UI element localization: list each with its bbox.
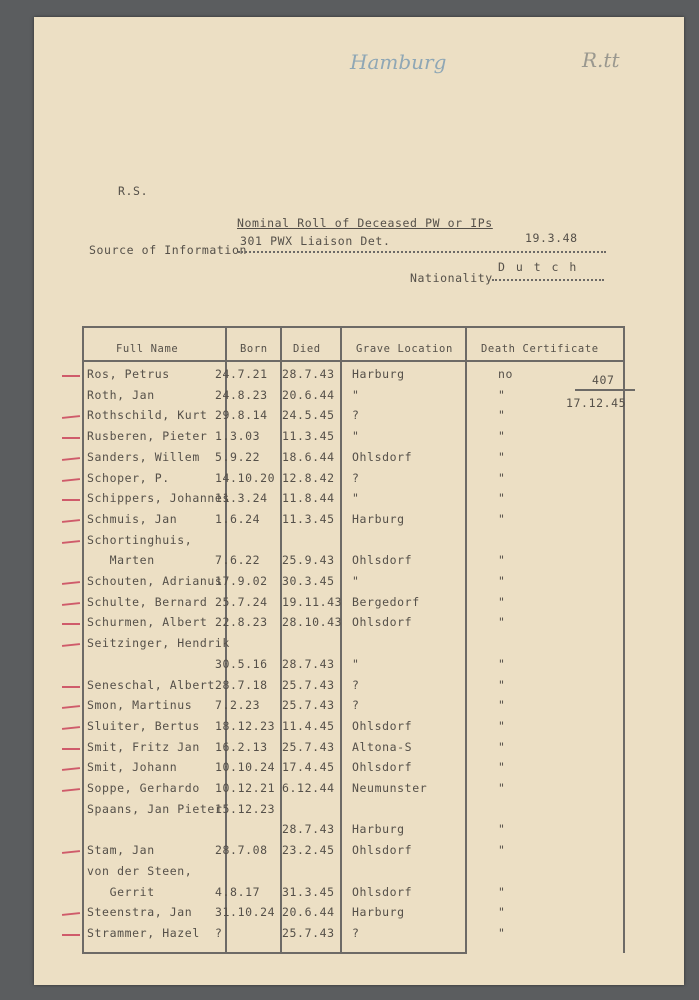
cell-full-name: Schmuis, Jan (87, 511, 178, 526)
cell-died: 23.2.45 (282, 843, 335, 858)
red-tick-mark (62, 437, 80, 439)
cell-full-name: Schippers, Johannes (87, 491, 230, 506)
cell-full-name: Marten (87, 553, 155, 568)
cell-full-name: Stam, Jan (87, 843, 155, 858)
cell-full-name: Seitzinger, Hendrik (87, 636, 230, 651)
cell-grave-location: Harburg (352, 511, 405, 526)
cell-death-certificate: " (498, 925, 506, 940)
handwritten-note-hamburg: Hamburg (350, 50, 447, 74)
cell-death-certificate: " (498, 677, 506, 692)
cell-grave-location: Ohlsdorf (352, 449, 413, 464)
cell-grave-location: " (352, 491, 360, 506)
cell-died: 11.8.44 (282, 491, 335, 506)
cell-death-certificate: " (498, 843, 506, 858)
cell-grave-location: Harburg (352, 822, 405, 837)
cell-grave-location: ? (352, 677, 360, 692)
cell-died: 20.6.44 (282, 387, 335, 402)
cell-born: 1.6.24 (215, 511, 261, 526)
cell-full-name: Steenstra, Jan (87, 905, 193, 920)
cell-grave-location: Neumunster (352, 781, 428, 795)
red-tick-mark (62, 748, 80, 750)
cell-born: 10.12.21 (215, 781, 276, 795)
table-bottom-border (82, 952, 467, 954)
cell-full-name: Spaans, Jan Pieter (87, 801, 223, 816)
cell-full-name: Schoper, P. (87, 470, 170, 485)
cell-grave-location: Ohlsdorf (352, 615, 413, 630)
cell-born: 5.9.22 (215, 449, 261, 464)
cell-died: 11.4.45 (282, 718, 335, 733)
cell-grave-location: Bergedorf (352, 594, 420, 609)
header-full-name: Full Name (116, 343, 179, 355)
cell-died: 28.7.43 (282, 367, 335, 381)
cell-death-certificate: " (498, 656, 506, 671)
cell-full-name: Strammer, Hazel (87, 925, 200, 940)
cell-grave-location: Harburg (352, 367, 405, 381)
cell-grave-location: Ohlsdorf (352, 760, 413, 775)
handwritten-cert-date: 17.12.45 (566, 396, 627, 410)
column-divider-cert (465, 326, 467, 953)
cell-born: 17.9.02 (215, 574, 268, 588)
cell-died: 31.3.45 (282, 884, 335, 899)
cell-death-certificate: " (498, 884, 506, 899)
cell-died: 12.8.42 (282, 470, 335, 485)
cell-born: 10.10.24 (215, 760, 276, 775)
cell-death-certificate: " (498, 553, 506, 568)
cell-full-name: Schortinghuis, (87, 532, 193, 547)
cell-died: 28.7.43 (282, 822, 335, 837)
cell-full-name: Schouten, Adrianus (87, 574, 223, 588)
cell-grave-location: ? (352, 698, 360, 713)
cell-grave-location: " (352, 387, 360, 402)
cell-born: 15.12.23 (215, 801, 276, 816)
cell-full-name: Rothschild, Kurt (87, 408, 208, 423)
cell-full-name: Smit, Fritz Jan (87, 739, 200, 754)
cell-grave-location: Harburg (352, 905, 405, 920)
cell-grave-location: Ohlsdorf (352, 553, 413, 568)
cell-born: 18.12.23 (215, 718, 276, 733)
cell-born: 24.7.21 (215, 367, 268, 381)
cell-died: 24.5.45 (282, 408, 335, 423)
cell-full-name: Sanders, Willem (87, 449, 200, 464)
handwritten-fraction-bar (575, 389, 635, 391)
cell-born: 28.7.08 (215, 843, 268, 858)
cell-grave-location: " (352, 656, 360, 671)
cell-death-certificate: " (498, 408, 506, 423)
cell-full-name: Smon, Martinus (87, 698, 193, 713)
cell-full-name: Seneschal, Albert (87, 677, 215, 692)
cell-death-certificate: " (498, 470, 506, 485)
cell-died: 17.4.45 (282, 760, 335, 775)
cell-died: 6.12.44 (282, 781, 335, 795)
cell-full-name: Schulte, Bernard (87, 594, 208, 609)
cell-death-certificate: " (498, 698, 506, 713)
source-value: 301 PWX Liaison Det. (240, 234, 391, 248)
cell-death-certificate: " (498, 781, 506, 795)
cell-born: 1.3.03 (215, 429, 261, 444)
cell-born: 28.7.18 (215, 677, 268, 692)
cell-death-certificate: no (498, 367, 514, 381)
nationality-label: Nationality (410, 271, 493, 285)
cell-death-certificate: " (498, 718, 506, 733)
cell-death-certificate: " (498, 594, 506, 609)
table-header-rule (82, 360, 625, 362)
cell-died: 28.10.43 (282, 615, 343, 630)
cell-death-certificate: " (498, 760, 506, 775)
header-died: Died (293, 343, 321, 355)
cell-death-certificate: " (498, 387, 506, 402)
red-tick-mark (62, 686, 80, 688)
cell-died: 25.7.43 (282, 698, 335, 713)
cell-born: 14.10.20 (215, 470, 276, 485)
cell-grave-location: ? (352, 925, 360, 940)
cell-born: 7.6.22 (215, 553, 261, 568)
table-right-border (623, 326, 625, 953)
cell-grave-location: ? (352, 408, 360, 423)
header-born: Born (240, 343, 268, 355)
cell-grave-location: Altona-S (352, 739, 413, 754)
cell-died: 25.7.43 (282, 925, 335, 940)
cell-death-certificate: " (498, 905, 506, 920)
cell-born: 29.8.14 (215, 408, 268, 423)
cell-death-certificate: " (498, 511, 506, 526)
cell-full-name: Smit, Johann (87, 760, 178, 775)
document-ref: R.S. (118, 184, 149, 198)
cell-death-certificate: " (498, 491, 506, 506)
cell-born: 31.10.24 (215, 905, 276, 920)
document-date: 19.3.48 (525, 231, 578, 245)
cell-full-name: Schurmen, Albert (87, 615, 208, 630)
cell-full-name: Sluiter, Bertus (87, 718, 200, 733)
cell-died: 28.7.43 (282, 656, 335, 671)
source-label: Source of Information (89, 243, 247, 257)
cell-died: 18.6.44 (282, 449, 335, 464)
cell-born: 30.5.16 (215, 656, 268, 671)
cell-death-certificate: " (498, 822, 506, 837)
cell-died: 19.11.43 (282, 594, 343, 609)
handwritten-initials: R.tt (582, 48, 620, 72)
cell-grave-location: " (352, 574, 360, 588)
cell-died: 25.9.43 (282, 553, 335, 568)
cell-born: 7.2.23 (215, 698, 261, 713)
source-dotted-line (238, 251, 606, 253)
cell-grave-location: Ohlsdorf (352, 718, 413, 733)
cell-grave-location: ? (352, 470, 360, 485)
cell-full-name: Soppe, Gerhardo (87, 781, 200, 795)
document-title: Nominal Roll of Deceased PW or IPs (237, 216, 493, 230)
cell-died: 25.7.43 (282, 739, 335, 754)
cell-born: 24.8.23 (215, 387, 268, 402)
cell-grave-location: Ohlsdorf (352, 884, 413, 899)
cell-born: ? (215, 925, 223, 940)
cell-grave-location: Ohlsdorf (352, 843, 413, 858)
column-divider-grave (340, 326, 342, 953)
cell-died: 20.6.44 (282, 905, 335, 920)
red-tick-mark (62, 623, 80, 625)
handwritten-cert-number: 407 (592, 373, 615, 387)
red-tick-mark (62, 934, 80, 936)
cell-born: 25.7.24 (215, 594, 268, 609)
cell-died: 30.3.45 (282, 574, 335, 588)
header-grave-location: Grave Location (356, 343, 453, 355)
red-tick-mark (62, 499, 80, 501)
cell-full-name: Rusberen, Pieter (87, 429, 208, 444)
cell-death-certificate: " (498, 615, 506, 630)
cell-died: 11.3.45 (282, 511, 335, 526)
nationality-value: D u t c h (498, 260, 579, 274)
cell-born: 4.8.17 (215, 884, 261, 899)
cell-grave-location: " (352, 429, 360, 444)
cell-died: 25.7.43 (282, 677, 335, 692)
cell-born: 11.3.24 (215, 491, 268, 506)
cell-born: 16.2.13 (215, 739, 268, 754)
cell-death-certificate: " (498, 739, 506, 754)
table-left-border (82, 326, 84, 953)
cell-full-name: Ros, Petrus (87, 367, 170, 381)
nationality-dotted-line (492, 279, 604, 281)
cell-death-certificate: " (498, 429, 506, 444)
red-tick-mark (62, 375, 80, 377)
cell-full-name: von der Steen, (87, 863, 193, 878)
cell-born: 22.8.23 (215, 615, 268, 630)
cell-death-certificate: " (498, 574, 506, 588)
cell-died: 11.3.45 (282, 429, 335, 444)
table-top-border (82, 326, 625, 328)
cell-death-certificate: " (498, 449, 506, 464)
cell-full-name: Gerrit (87, 884, 155, 899)
header-death-certificate: Death Certificate (481, 343, 599, 355)
cell-full-name: Roth, Jan (87, 387, 155, 402)
